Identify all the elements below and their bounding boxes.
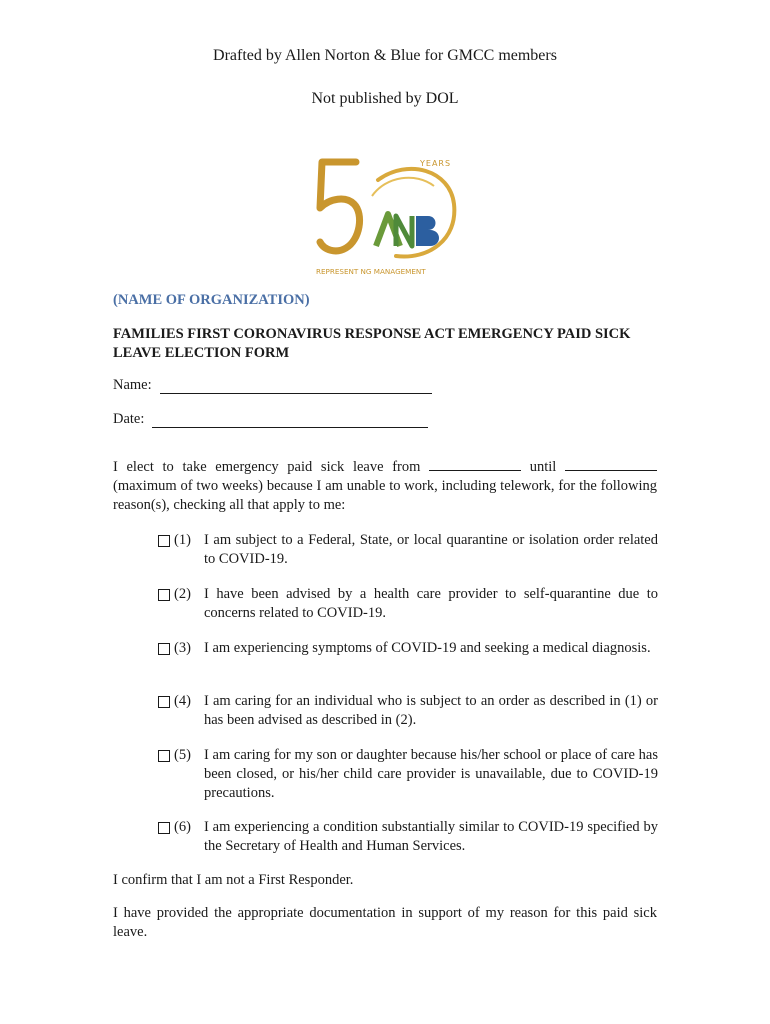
reason-number: (3) [174, 640, 191, 656]
reason-text: I am subject to a Federal, State, or local quarantine or isolation order related to COVID-19. [204, 532, 658, 567]
reason-number: (5) [174, 747, 191, 763]
anb-50-years-logo [316, 156, 458, 278]
intro-until: until [529, 459, 557, 475]
leave-end-blank[interactable] [565, 458, 657, 471]
date-label: Date: [113, 411, 145, 427]
name-label: Name: [113, 377, 152, 393]
reason-item [158, 818, 658, 856]
reason-text: I am caring for an individual who is subject to an order as described in (1) or has been advised as described in (2). [204, 693, 658, 728]
logo-tagline: REPRESENT NG MANAGEMENT [316, 267, 426, 276]
reason-number: (2) [174, 586, 191, 602]
date-blank-line[interactable] [152, 413, 428, 428]
reason-item [158, 585, 658, 623]
intro-text-start: I elect to take emergency paid sick leave from [113, 459, 421, 475]
reason-number: (1) [174, 532, 191, 548]
reason-6-checkbox[interactable] [158, 822, 170, 834]
form-title: FAMILIES FIRST CORONAVIRUS RESPONSE ACT EMERGENCY PAID SICK LEAVE ELECTION FORM [113, 326, 631, 361]
logo-years-text: YEARS [420, 159, 452, 168]
reason-5-checkbox[interactable] [158, 750, 170, 762]
reason-4-checkbox[interactable] [158, 696, 170, 708]
reason-text: I am caring for my son or daughter because his/her school or place of care has been closed, or his/her child care provider is unavailable, due to COVID-19 precautions. [204, 747, 658, 801]
name-blank-line[interactable] [160, 379, 432, 394]
leave-start-blank[interactable] [429, 458, 521, 471]
reason-number: (4) [174, 693, 191, 709]
reason-1-checkbox[interactable] [158, 535, 170, 547]
header-drafted-by: Drafted by Allen Norton & Blue for GMCC members [213, 47, 557, 64]
reason-number: (6) [174, 819, 191, 835]
election-statement [113, 458, 657, 515]
reason-item [158, 639, 658, 658]
reason-2-checkbox[interactable] [158, 589, 170, 601]
documentation-statement: I have provided the appropriate documentation in support of my reason for this paid sick leave. [113, 905, 657, 940]
reason-item [158, 746, 658, 803]
intro-text-end: (maximum of two weeks) because I am unable to work, including telework, for the following reason(s), checking all that apply to me: [113, 478, 657, 513]
reason-item [158, 692, 658, 730]
reason-item [158, 531, 658, 569]
reason-text: I have been advised by a health care provider to self-quarantine due to concerns related to COVID-19. [204, 586, 658, 621]
reason-3-checkbox[interactable] [158, 643, 170, 655]
first-responder-confirmation: I confirm that I am not a First Responder. [113, 872, 354, 888]
header-not-published: Not published by DOL [311, 90, 459, 107]
name-field [113, 377, 432, 394]
reason-text: I am experiencing a condition substantially similar to COVID-19 specified by the Secretary of Health and Human Services. [204, 819, 658, 854]
organization-name: (NAME OF ORGANIZATION) [113, 292, 310, 308]
reason-text: I am experiencing symptoms of COVID-19 and seeking a medical diagnosis. [204, 640, 651, 656]
date-field [113, 411, 428, 428]
